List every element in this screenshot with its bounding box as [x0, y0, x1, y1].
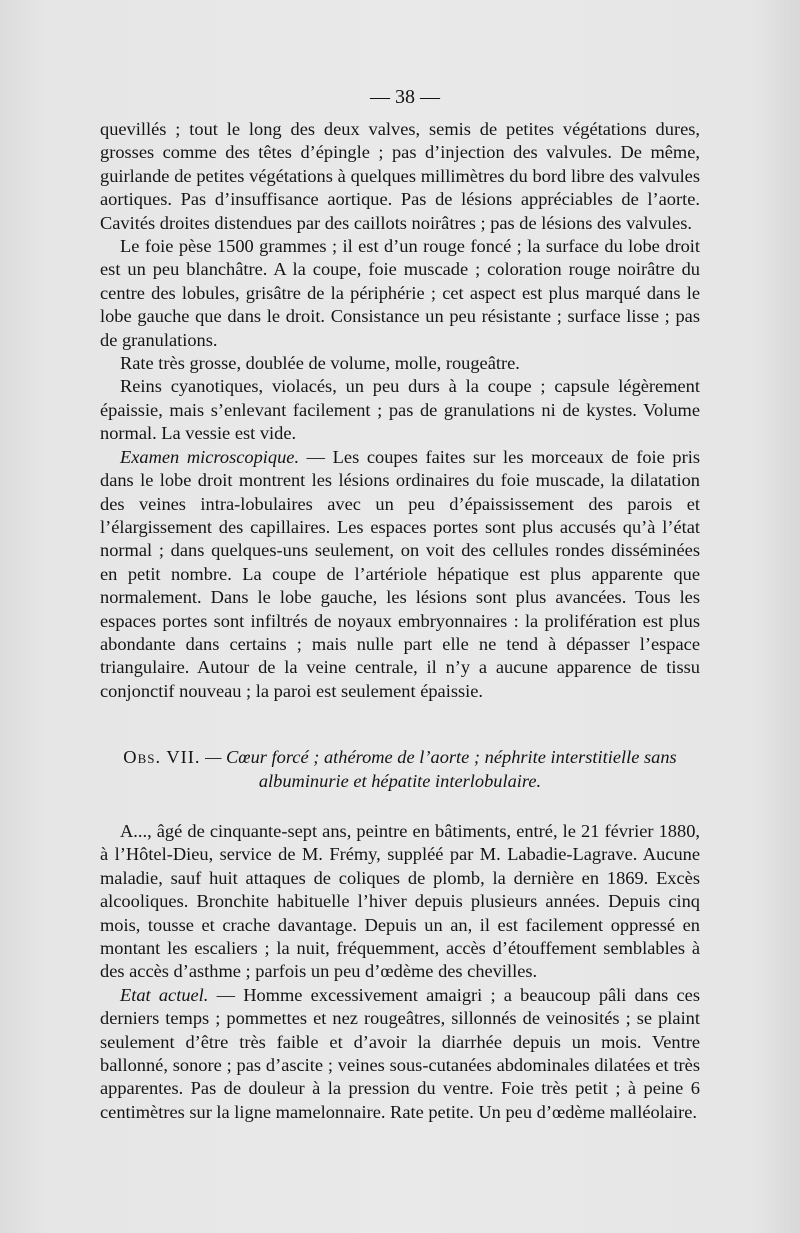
paragraph-spleen: Rate très grosse, doublée de volume, molle, rougeâtre. [120, 353, 520, 374]
paragraph-current-state [100, 984, 700, 1124]
paragraph-patient-history: A..., âgé de cinquante-sept ans, peintre en bâtiments, entré, le 21 février 1880, à l’Hôtel-Dieu, service de M. Frémy, suppléé par M. Labadie-Lagrave. Aucune maladie, sauf huit attaques de coliques de plomb, la dernière en 1869. Excès alcooliques. Bronchite habituelle l’hiver depuis plusieurs années. Depuis cinq mois, tousse et crache davantage. Depuis un an, il est facilement oppressé en montant les escaliers ; la nuit, fréquemment, accès d’étouffement semblables à des accès d’asthme ; parfois un peu d’œdème des chevilles. [100, 820, 700, 982]
paragraph-kidneys: Reins cyanotiques, violacés, un peu durs à la coupe ; capsule légèrement épaissie, mais s’enlevant facilement ; pas de granulations ni de kystes. Volume normal. La vessie est vide. [100, 376, 700, 444]
page-number: — 38 — [370, 86, 440, 108]
paragraph-microscopic-exam [100, 446, 700, 703]
paragraph-liver: Le foie pèse 1500 grammes ; il est d’un rouge foncé ; la surface du lobe droit est un peu blanchâtre. A la coupe, foie muscade ; coloration rouge noirâtre du centre des lobules, grisâtre de la périphérie ; cet aspect est plus marqué dans le lobe gauche que dans le droit. Consistance un peu résistante ; surface lisse ; pas de granulations. [100, 236, 700, 350]
page-body [100, 118, 700, 1124]
current-state-text: — Homme excessivement amaigri ; a beaucoup pâli dans ces derniers temps ; pommettes et nez rougeâtres, sillonnés de veinosités ; se plaint seulement d’être très faible et d’avoir la diarrhée depuis un mois. Ventre ballonné, sonore ; pas d’ascite ; veines sous-cutanées abdominales dilatées et très apparentes. Pas de douleur à la pression du ventre. Foie très petit ; à peine 6 centimètres sur la ligne mamelonnaire. Rate petite. Un peu d’œdème malléolaire. [100, 984, 700, 1122]
current-state-label: Etat actuel. [120, 984, 209, 1005]
microscopic-exam-label: Examen microscopique. [120, 446, 300, 467]
observation-title: — Cœur forcé ; athérome de l’aorte ; néphrite interstitielle sans albuminurie et hépatite interlobulaire. [200, 747, 677, 791]
microscopic-exam-text: — Les coupes faites sur les morceaux de foie pris dans le lobe droit montrent les lésions ordinaires du foie muscade, la dilatation des veines intra-lobulaires avec un peu d’épaississement des parois et l’élargissement des capillaires. Les espaces portes sont plus accusés qu’à l’état normal ; dans quelques-uns seulement, on voit des cellules rondes disséminées en petit nombre. La coupe de l’artériole hépatique est plus apparente que normalement. Dans le lobe gauche, les lésions sont plus avancées. Tous les espaces portes sont infiltrés de noyaux embryonnaires : la prolifération est plus abondante dans certains ; mais nulle part elle ne tend à dépasser l’espace triangulaire. Autour de la veine centrale, il n’y a aucune apparence de tissu conjonctif nouveau ; la paroi est seulement épaissie. [100, 446, 700, 701]
observation-heading [100, 746, 700, 793]
observation-label: Obs. VII. [123, 747, 201, 768]
paragraph-continuation: quevillés ; tout le long des deux valves, semis de petites végétations dures, grosses comme des têtes d’épingle ; pas d’injection des valvules. De même, guirlande de petites végétations à quelques millimètres du bord libre des valvules aortiques. Pas d’insuffisance aortique. Pas de lésions appréciables de l’aorte. Cavités droites distendues par des caillots noirâtres ; pas de lésions des valvules. [100, 119, 700, 233]
